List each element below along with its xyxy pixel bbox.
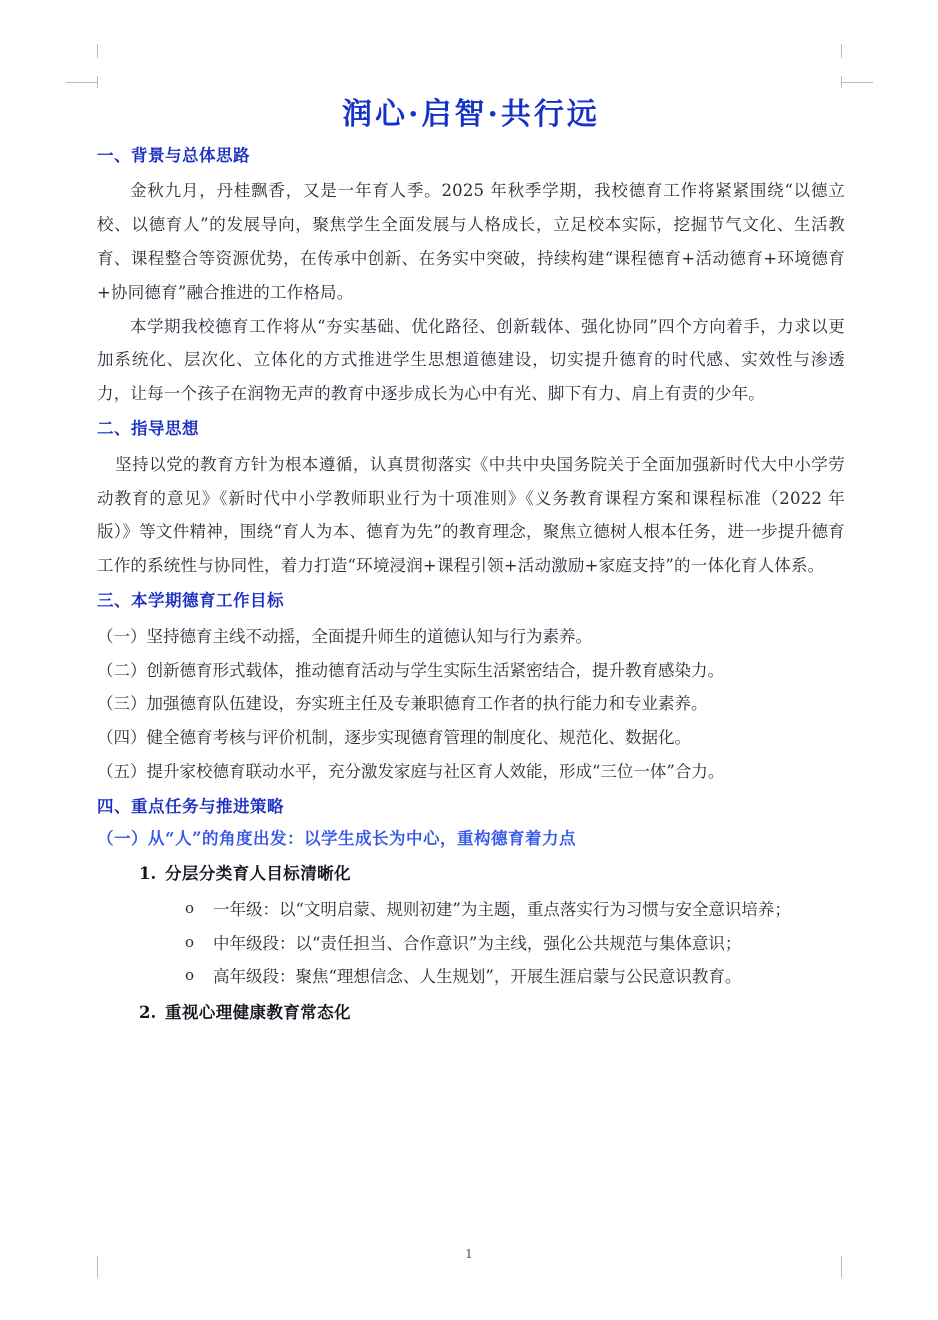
bullet-item-text: 高年级段：聚焦“理想信念、人生规划”，开展生涯启蒙与公民意识教育。: [213, 967, 742, 987]
section-3-item: （四）健全德育考核与评价机制，逐步实现德育管理的制度化、规范化、数据化。: [97, 728, 691, 748]
document-body: [97, 96, 845, 1032]
numbered-item-marker: 1.: [139, 863, 157, 883]
numbered-item-label: 重视心理健康教育常态化: [165, 1003, 351, 1023]
page-number: 1: [465, 1246, 473, 1261]
bullet-item: [97, 960, 845, 994]
crop-mark-top-left-horizontal: [66, 82, 98, 83]
section-2-paragraph-1: 坚持以党的教育方针为根本遵循，认真贯彻落实《中共中央国务院关于全面加强新时代大中小学劳动教育的意见》《新时代中小学教师职业行为十项准则》《义务教育课程方案和课程标准（2022 年版）》等文件精神，围绕“育人为本、德育为先”的教育理念，聚焦立德树人根本任务，进一步提升德育工作的系统性与协同性，着力打造“环境浸润+课程引领+活动激励+家庭支持”的一体化育人体系。: [97, 454, 845, 576]
numbered-item: [97, 996, 845, 1030]
section-heading-4: 四、重点任务与推进策略: [97, 796, 284, 816]
crop-mark-top-left-vertical-2: [97, 76, 98, 88]
numbered-item-marker: 2.: [139, 1003, 157, 1023]
section-3-item: （一）坚持德育主线不动摇，全面提升师生的道德认知与行为素养。: [97, 626, 592, 646]
numbered-item: [97, 857, 845, 891]
section-1-paragraph-2: 本学期我校德育工作将从“夯实基础、优化路径、创新载体、强化协同”四个方向着手，力求以更加系统化、层次化、立体化的方式推进学生思想道德建设，切实提升德育的时代感、实效性与渗透力，让每一个孩子在润物无声的教育中逐步成长为心中有光、脚下有力、肩上有责的少年。: [97, 316, 845, 404]
crop-mark-top-left-vertical: [97, 44, 98, 58]
section-heading-3: 三、本学期德育工作目标: [97, 590, 284, 610]
bullet-marker-icon: o: [185, 898, 195, 917]
numbered-item-label: 分层分类育人目标清晰化: [165, 863, 351, 883]
bullet-item-text: 中年级段：以“责任担当、合作意识”为主线，强化公共规范与集体意识；: [213, 933, 742, 953]
crop-mark-top-right-vertical: [841, 44, 842, 58]
bullet-item: [97, 927, 845, 961]
bullet-item: [97, 893, 845, 927]
bullet-marker-icon: o: [185, 932, 195, 951]
section-3-item: （二）创新德育形式载体，推动德育活动与学生实际生活紧密结合，提升教育感染力。: [97, 660, 724, 680]
bullet-marker-icon: o: [185, 966, 195, 985]
crop-mark-top-right-vertical-2: [841, 76, 842, 88]
section-heading-1: 一、背景与总体思路: [97, 145, 250, 165]
bullet-item-text: 一年级：以“文明启蒙、规则初建”为主题，重点落实行为习惯与安全意识培养；: [213, 899, 791, 919]
section-1-paragraph-1: 金秋九月，丹桂飘香，又是一年育人季。2025 年秋季学期，我校德育工作将紧紧围绕“以德立校、以德育人”的发展导向，聚焦学生全面发展与人格成长，立足校本实际，挖掘节气文化、生活教育、课程整合等资源优势，在传承中创新、在务实中突破，持续构建“课程德育+活动德育+环境德育+协同德育”融合推进的工作格局。: [97, 181, 845, 302]
page-title: 润心·启智·共行远: [342, 97, 600, 132]
section-3-item: （五）提升家校德育联动水平，充分激发家庭与社区育人效能，形成“三位一体”合力。: [97, 761, 725, 781]
section-3-item: （三）加强德育队伍建设，夯实班主任及专兼职德育工作者的执行能力和专业素养。: [97, 694, 708, 714]
section-4-subheading-1: （一）从“人”的角度出发：以学生成长为中心，重构德育着力点: [97, 828, 576, 848]
crop-mark-top-right-horizontal: [841, 82, 873, 83]
section-heading-2: 二、指导思想: [97, 418, 199, 438]
